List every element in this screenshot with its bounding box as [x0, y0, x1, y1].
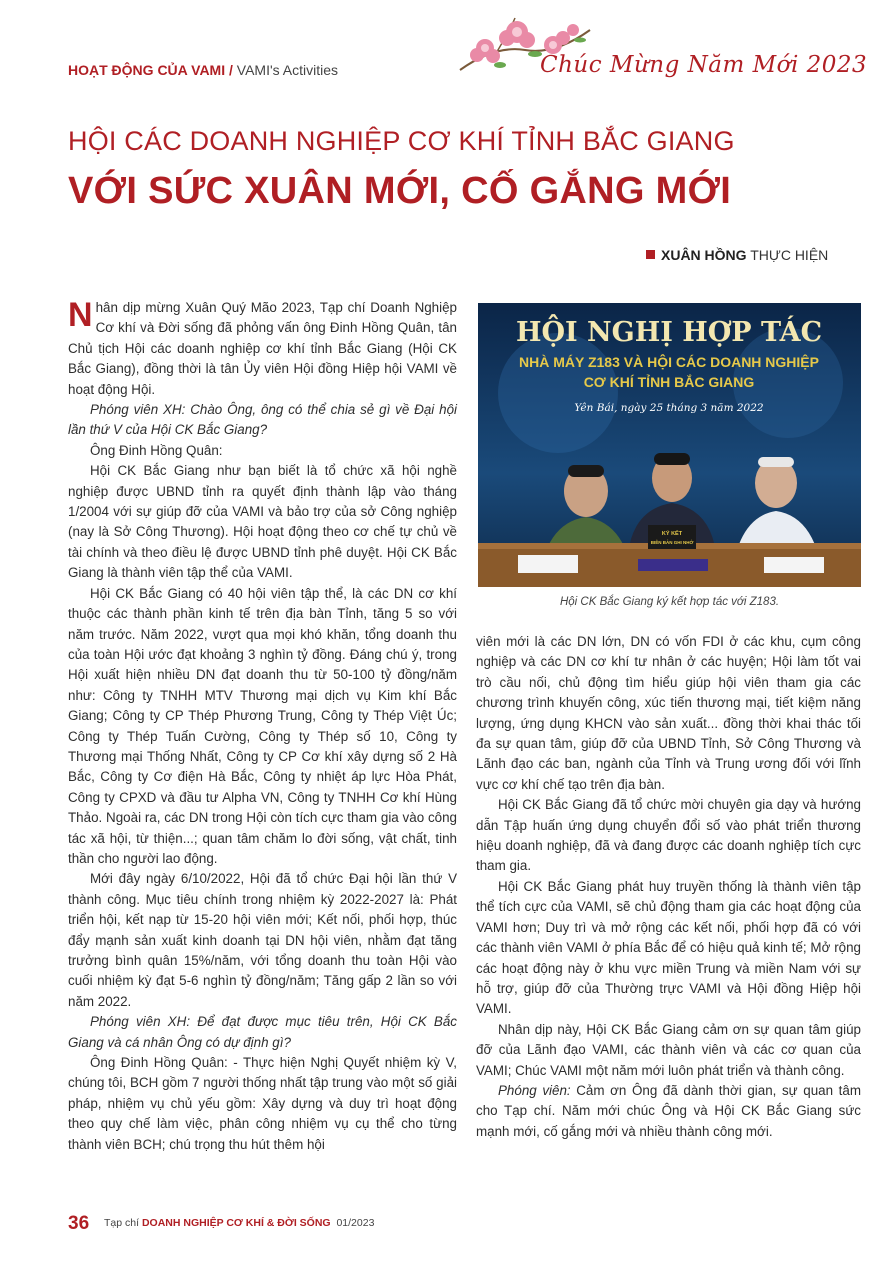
banner-title: HỘI NGHỊ HỢP TÁC	[515, 317, 823, 348]
issue-number: 01/2023	[336, 1217, 375, 1229]
section-label	[68, 62, 338, 78]
answer-intro: Ông Đinh Hồng Quân:	[90, 442, 223, 458]
paragraph-4: Mới đây ngày 6/10/2022, Hội đã tổ chức Đại hội lần thứ V thành công. Mục tiêu chính trong nhiệm kỳ 2022-2027 là: Phát triển hội, kết nạp từ 15-20 hội viên mới; Kết nối, phối hợp, thúc đẩy mạnh sản xuất kinh doanh tại DN hội viên, nhằm đạt tăng trưởng bình quân 15%/năm, với tổng doanh thu toàn Hội vào cuối nhiệm kỳ đạt 5-6 nghìn tỷ đồng/năm; Tăng gấp 2 lần so với năm 2022.	[68, 871, 457, 1009]
table-sign-line2: BIÊN BẢN GHI NHỚ	[650, 540, 694, 545]
conference-scene	[478, 303, 861, 587]
paragraph-3: Hội CK Bắc Giang có 40 hội viên tập thể, là các DN cơ khí thuộc các thành phần kinh tế trên địa bàn Tỉnh, tăng 5 so với năm trước. Năm 2022, vượt qua mọi khó khăn, tổng doanh thu của toàn Hội ước đạt khoảng 3 nghìn tỷ đồng. Đáng chú ý, trong Hội xuất hiện nhiều DN đạt doanh thu từ 50-100 tỷ đồng/năm như: Công ty TNHH MTV Thương mại dịch vụ Kim khí Bắc Giang; Công ty CP Thép Phương Trung, Công ty Thép Việt Úc; Công ty Thép Tuấn Cường, Công ty Thép số 10, Công ty Thương mại Thống Nhất, Công ty CP Cơ khí xây dựng số 2 Hà Bắc, Công ty Cơ điện Hà Bắc, Công ty nhiệt áp lực Hòa Phát, Công ty CPXD và đầu tư Alpha VN, Công ty TNHH Cơ khí Hùng Thảo. Ngoài ra, các DN trong Hội còn tích cực tham gia vào công tác xã hội, từ thiện...; quan tâm chăm lo đời sống, vật chất, tinh thần cho người lao động.	[68, 585, 457, 866]
author-name: XUÂN HỒNG	[661, 247, 747, 263]
magazine-name: DOANH NGHIỆP CƠ KHÍ & ĐỜI SỐNG	[141, 1217, 331, 1229]
paragraph-5: Ông Đinh Hồng Quân: - Thực hiện Nghị Quyết nhiệm kỳ V, chúng tôi, BCH gồm 7 người thống nhất tập trung vào một số giải pháp, nhiệm vụ chủ yếu gồm: Xây dựng và duy trì hoạt động theo quy chế làm việc, phân công nhiệm vụ cụ thể cho từng thành viên BCH; chú trọng thu hút thêm hội	[68, 1055, 457, 1152]
paragraph-6: Hội CK Bắc Giang đã tổ chức mời chuyên gia dạy và hướng dẫn Tập huấn ứng dụng chuyển đổi số vào phát triển thương hiệu doanh nghiệp, đã và đang được các doanh nghiệp tích cực tham gia.	[476, 797, 861, 874]
question-2: Phóng viên XH: Để đạt được mục tiêu trên, Hội CK Bắc Giang và cá nhân Ông có dự định gì?	[68, 1014, 457, 1050]
section-label-vn: HOẠT ĐỘNG CỦA VAMI	[68, 62, 226, 78]
paragraph-5-continued: viên mới là các DN lớn, DN có vốn FDI ở các khu, cụm công nghiệp và các DN cơ khí tư nhân ở các huyện; Hội làm tốt vai trò cầu nối, chủ động tìm hiểu giúp hội viên tham gia các chương trình khuyến công, xúc tiến thương mại, tiết kiệm năng lượng, ứng dụng KHCN vào sản xuất... đồng thời khai thác tối đa sự quan tâm, giúp đỡ của UBND Tỉnh, Sở Công Thương và Lãnh đạo các ban, ngành của Tỉnh và Trung ương đối với lĩnh vực cơ khí chế tạo trên địa bàn.	[476, 634, 861, 792]
drop-cap: N	[68, 296, 93, 334]
banner-place-date: Yên Bái, ngày 25 tháng 3 năm 2022	[574, 402, 764, 414]
page-number: 36	[68, 1213, 90, 1234]
question-1: Phóng viên XH: Chào Ông, ông có thể chia sẻ gì về Đại hội lần thứ V của Hội CK Bắc Giang?	[68, 402, 457, 438]
closing-text: Cảm ơn Ông đã dành thời gian, sự quan tâm cho Tạp chí. Năm mới chúc Ông và Hội CK Bắc Giang sức mạnh mới, cố gắng mới và nhiều thành công mới.	[476, 1082, 861, 1139]
paragraph-7: Hội CK Bắc Giang phát huy truyền thống là thành viên tập thể tích cực của VAMI, sẽ chủ động tham gia các hoạt động của VAMI hơn; Duy trì và mở rộng các kết nối, phối hợp đã có với các thành viên VAMI ở phía Bắc để có hiệu quả kinh tế; Mở rộng các hoạt động này ở khu vực miền Trung và miền Nam với sự hỗ trợ, giúp đỡ của Thường trực VAMI và Hội đồng Hiệp hội VAMI.	[476, 878, 861, 1017]
article-title-line1: HỘI CÁC DOANH NGHIỆP CƠ KHÍ TỈNH BẮC GIANG	[68, 126, 735, 156]
intro-text: hân dịp mừng Xuân Quý Mão 2023, Tạp chí Doanh Nghiệp Cơ khí và Đời sống đã phỏng vấn ông Đinh Hồng Quân, tân Chủ tịch Hội các doanh nghiệp cơ khí tỉnh Bắc Giang (Hội CK Bắc Giang), đồng thời là tân Ủy viên Hội đồng Hiệp hội VAMI về hoạt động Hội.	[68, 300, 457, 397]
intro-paragraph	[68, 298, 457, 400]
closing-paragraph	[476, 1081, 861, 1142]
magazine-prefix: Tạp chí	[104, 1217, 140, 1229]
paragraph-2: Hội CK Bắc Giang như bạn biết là tổ chức xã hội nghề nghiệp được UBND tỉnh ra quyết định thành lập vào tháng 1/2004 với sự giúp đỡ của VAMI và bảo trợ của sở Công nghiệp (nay là Sở Công Thương). Hội hoạt động theo cơ chế tự chủ về tài chính và theo điều lệ được UBND tỉnh phê duyệt. Hội CK Bắc Giang là thành viên tập thể của VAMI.	[68, 463, 457, 581]
table-sign-line1: KÝ KẾT	[661, 531, 683, 537]
paragraph-8: Nhân dịp này, Hội CK Bắc Giang cảm ơn sự quan tâm giúp đỡ của Lãnh đạo VAMI, các thành viên và các cơ quan của VAMI; Chúc VAMI một năm mới luôn phát triển và thành công.	[476, 1021, 861, 1078]
author-role: THỰC HIỆN	[750, 247, 829, 263]
footer-magazine	[104, 1217, 374, 1229]
article-column-right	[476, 632, 861, 1142]
article-title-line2: VỚI SỨC XUÂN MỚI, CỐ GẮNG MỚI	[68, 170, 732, 212]
section-separator: /	[229, 62, 233, 78]
conference-photo	[478, 303, 861, 587]
new-year-greeting: Chúc Mừng Năm Mới 2023	[540, 52, 868, 78]
article-column-left	[68, 298, 457, 1155]
byline-square-icon	[646, 250, 655, 259]
banner-line3: CƠ KHÍ TỈNH BẮC GIANG	[583, 374, 755, 390]
section-label-en: VAMI's Activities	[236, 62, 338, 78]
byline	[646, 247, 828, 263]
banner-line2: NHÀ MÁY Z183 VÀ HỘI CÁC DOANH NGHIỆP	[518, 354, 820, 370]
closing-label: Phóng viên:	[498, 1082, 571, 1098]
photo-caption: Hội CK Bắc Giang ký kết hợp tác với Z183.	[559, 596, 780, 608]
